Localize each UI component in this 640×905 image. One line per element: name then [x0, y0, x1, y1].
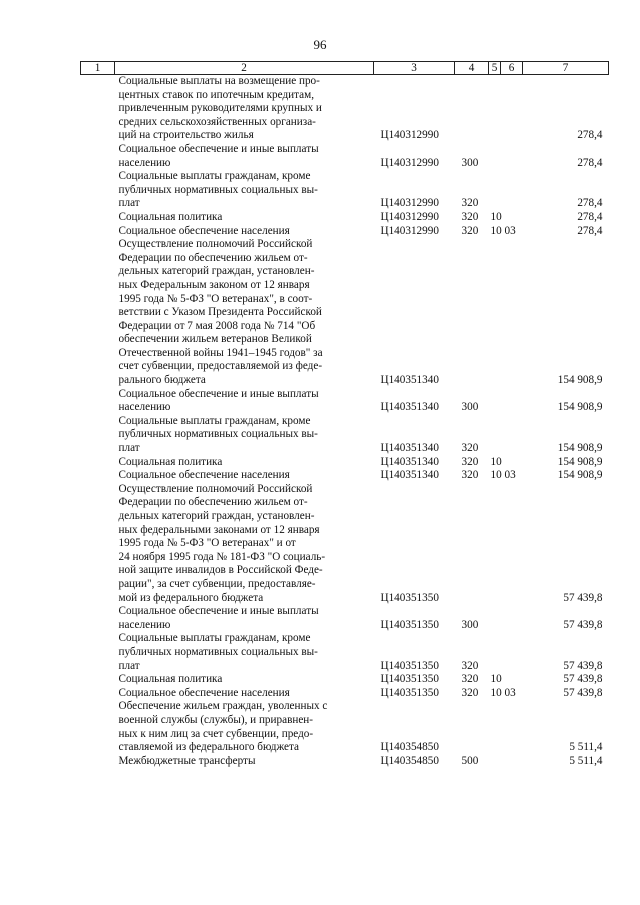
- amount-cell: 154 908,9: [557, 469, 603, 482]
- table-row: [81, 415, 609, 456]
- item-name-cell: Социальные выплаты на возмещение про- центных ставок по ипотечным кредитам, привлеченным руководителями крупных и средних сельскохозяйственных организа- ций на строительство жилья: [118, 75, 322, 142]
- item-name-cell: Социальное обеспечение и иные выплаты населению: [118, 387, 319, 414]
- table-row: [81, 456, 609, 470]
- table-row: [81, 632, 609, 673]
- table-row: [81, 388, 609, 415]
- page-number: 96: [313, 37, 327, 52]
- table-row: [81, 170, 609, 211]
- amount-cell: 57 439,8: [563, 673, 603, 686]
- table-row: [81, 238, 609, 388]
- row-number-cell: [81, 700, 115, 754]
- target-article-code-cell: Ц140312990: [380, 210, 439, 223]
- table-row: [81, 687, 609, 701]
- item-name-cell: Социальное обеспечение и иные выплаты населению: [118, 142, 319, 169]
- target-article-code-cell: Ц140312990: [380, 129, 439, 142]
- table-row: [81, 143, 609, 170]
- item-name-cell: Социальное обеспечение населения: [118, 469, 290, 482]
- item-name-cell: Обеспечение жильем граждан, уволенных с военной службы (службы), и приравнен- ных к ним лиц за счет субвенции, предо- ставляемой из федерального бюджета: [118, 700, 328, 754]
- row-number-cell: [81, 687, 115, 701]
- section-subsection-cell: 10: [490, 455, 502, 468]
- expense-type-cell: 320: [461, 455, 479, 468]
- section-subsection-cell: [489, 75, 523, 143]
- amount-cell: 154 908,9: [557, 442, 603, 455]
- row-number-cell: [81, 755, 115, 769]
- row-number-cell: [81, 170, 115, 211]
- amount-cell: 57 439,8: [563, 686, 603, 699]
- amount-cell: 278,4: [577, 197, 603, 210]
- expense-type-cell: 320: [461, 673, 479, 686]
- item-name-cell: Социальная политика: [118, 673, 223, 686]
- amount-cell: 5 511,4: [569, 754, 603, 767]
- target-article-code-cell: Ц140312990: [380, 224, 439, 237]
- column-header-1: 1: [81, 62, 115, 75]
- amount-cell: 278,4: [577, 156, 603, 169]
- amount-cell: 57 439,8: [563, 591, 603, 604]
- target-article-code-cell: Ц140312990: [380, 156, 439, 169]
- target-article-code-cell: Ц140351340: [380, 374, 439, 387]
- amount-cell: 154 908,9: [557, 374, 603, 387]
- section-subsection-cell: [489, 238, 523, 388]
- target-article-code-cell: Ц140351340: [380, 469, 439, 482]
- column-header-7: 7: [523, 62, 609, 75]
- table-header: [81, 62, 609, 75]
- section-subsection-cell: [489, 143, 523, 170]
- row-number-cell: [81, 388, 115, 415]
- target-article-code-cell: Ц140351350: [380, 659, 439, 672]
- amount-cell: 154 908,9: [557, 401, 603, 414]
- table-row: [81, 469, 609, 483]
- row-number-cell: [81, 469, 115, 483]
- expense-type-cell: 300: [461, 401, 479, 414]
- amount-cell: 5 511,4: [569, 741, 603, 754]
- expense-type-cell: 300: [461, 156, 479, 169]
- row-number-cell: [81, 605, 115, 632]
- amount-cell: 154 908,9: [557, 455, 603, 468]
- column-header-2: 2: [115, 62, 374, 75]
- section-subsection-cell: [489, 483, 523, 605]
- row-number-cell: [81, 211, 115, 225]
- section-subsection-cell: [489, 605, 523, 632]
- row-number-cell: [81, 75, 115, 143]
- expense-type-cell: [455, 700, 489, 754]
- row-number-cell: [81, 456, 115, 470]
- section-subsection-cell: 10 03: [490, 469, 516, 482]
- expense-type-cell: 320: [461, 442, 479, 455]
- item-name-cell: Межбюджетные трансферты: [118, 754, 256, 767]
- column-header-6: 6: [501, 62, 523, 75]
- table-row: [81, 605, 609, 632]
- section-subsection-cell: [489, 415, 523, 456]
- section-subsection-cell: 10: [490, 673, 502, 686]
- expense-type-cell: [455, 75, 489, 143]
- table-row: [81, 211, 609, 225]
- budget-table: [80, 61, 609, 768]
- section-subsection-cell: 10 03: [490, 686, 516, 699]
- section-subsection-cell: [489, 388, 523, 415]
- item-name-cell: Социальные выплаты гражданам, кроме публичных нормативных социальных вы- плат: [118, 414, 318, 455]
- target-article-code-cell: Ц140351340: [380, 401, 439, 414]
- amount-cell: 57 439,8: [563, 659, 603, 672]
- section-subsection-cell: [489, 170, 523, 211]
- row-number-cell: [81, 238, 115, 388]
- expense-type-cell: 320: [461, 197, 479, 210]
- section-subsection-cell: 10: [490, 210, 502, 223]
- expense-type-cell: 320: [461, 686, 479, 699]
- item-name-cell: Социальное обеспечение населения: [118, 224, 290, 237]
- target-article-code-cell: Ц140351340: [380, 455, 439, 468]
- table-row: [81, 755, 609, 769]
- section-subsection-cell: [489, 632, 523, 673]
- row-number-cell: [81, 225, 115, 239]
- expense-type-cell: 300: [461, 618, 479, 631]
- target-article-code-cell: Ц140354850: [380, 741, 439, 754]
- target-article-code-cell: Ц140351350: [380, 673, 439, 686]
- table-row: [81, 225, 609, 239]
- column-header-5: 5: [489, 62, 501, 75]
- target-article-code-cell: Ц140351340: [380, 442, 439, 455]
- amount-cell: 278,4: [577, 210, 603, 223]
- table-row: [81, 483, 609, 605]
- column-header-3: 3: [374, 62, 455, 75]
- expense-type-cell: 320: [461, 210, 479, 223]
- column-header-4: 4: [455, 62, 489, 75]
- item-name-cell: Социальная политика: [118, 210, 223, 223]
- item-name-cell: Социальное обеспечение населения: [118, 686, 290, 699]
- table-row: [81, 75, 609, 143]
- row-number-cell: [81, 143, 115, 170]
- item-name-cell: Социальная политика: [118, 455, 223, 468]
- expense-type-cell: 500: [461, 754, 479, 767]
- expense-type-cell: 320: [461, 469, 479, 482]
- section-subsection-cell: [489, 700, 523, 754]
- item-name-cell: Социальные выплаты гражданам, кроме публичных нормативных социальных вы- плат: [118, 170, 318, 210]
- amount-cell: 57 439,8: [563, 618, 603, 631]
- item-name-cell: Социальные выплаты гражданам, кроме публичных нормативных социальных вы- плат: [118, 632, 318, 672]
- table-row: [81, 673, 609, 687]
- expense-type-cell: 320: [461, 659, 479, 672]
- amount-cell: 278,4: [577, 129, 603, 142]
- target-article-code-cell: Ц140351350: [380, 618, 439, 631]
- item-name-cell: Осуществление полномочий Российской Федерации по обеспечению жильем от- дельных категорий граждан, установлен- ных федеральными законами от 12 января 1995 года № 5-ФЗ "О ветеранах" и от 24 ноября 1995 года № 181-ФЗ "О социаль- ной защите инвалидов в Российской Феде- рации", за счет субвенции, предоставляе- мой из федерального бюджета: [118, 482, 326, 604]
- amount-cell: 278,4: [577, 224, 603, 237]
- row-number-cell: [81, 632, 115, 673]
- row-number-cell: [81, 415, 115, 456]
- target-article-code-cell: Ц140351350: [380, 686, 439, 699]
- section-subsection-cell: [489, 755, 523, 769]
- section-subsection-cell: 10 03: [490, 224, 516, 237]
- expense-type-cell: 320: [461, 224, 479, 237]
- row-number-cell: [81, 483, 115, 605]
- expense-type-cell: [455, 238, 489, 388]
- table-row: [81, 700, 609, 754]
- row-number-cell: [81, 673, 115, 687]
- item-name-cell: Осуществление полномочий Российской Федерации по обеспечению жильем от- дельных категорий граждан, установлен- ных Федеральным законом от 12 января 1995 года № 5-ФЗ "О ветеранах", в соот- ветствии с Указом Президента Российской Федерации от 7 мая 2008 года № 714 "Об обеспечении жильем ветеранов Великой Отечественной войны 1941–1945 годов" за счет субвенции, предоставляемой из феде- рального бюджета: [118, 238, 323, 387]
- expense-type-cell: [455, 483, 489, 605]
- target-article-code-cell: Ц140354850: [380, 754, 439, 767]
- table-body: [81, 75, 609, 769]
- item-name-cell: Социальное обеспечение и иные выплаты населению: [118, 605, 319, 631]
- target-article-code-cell: Ц140351350: [380, 591, 439, 604]
- target-article-code-cell: Ц140312990: [380, 197, 439, 210]
